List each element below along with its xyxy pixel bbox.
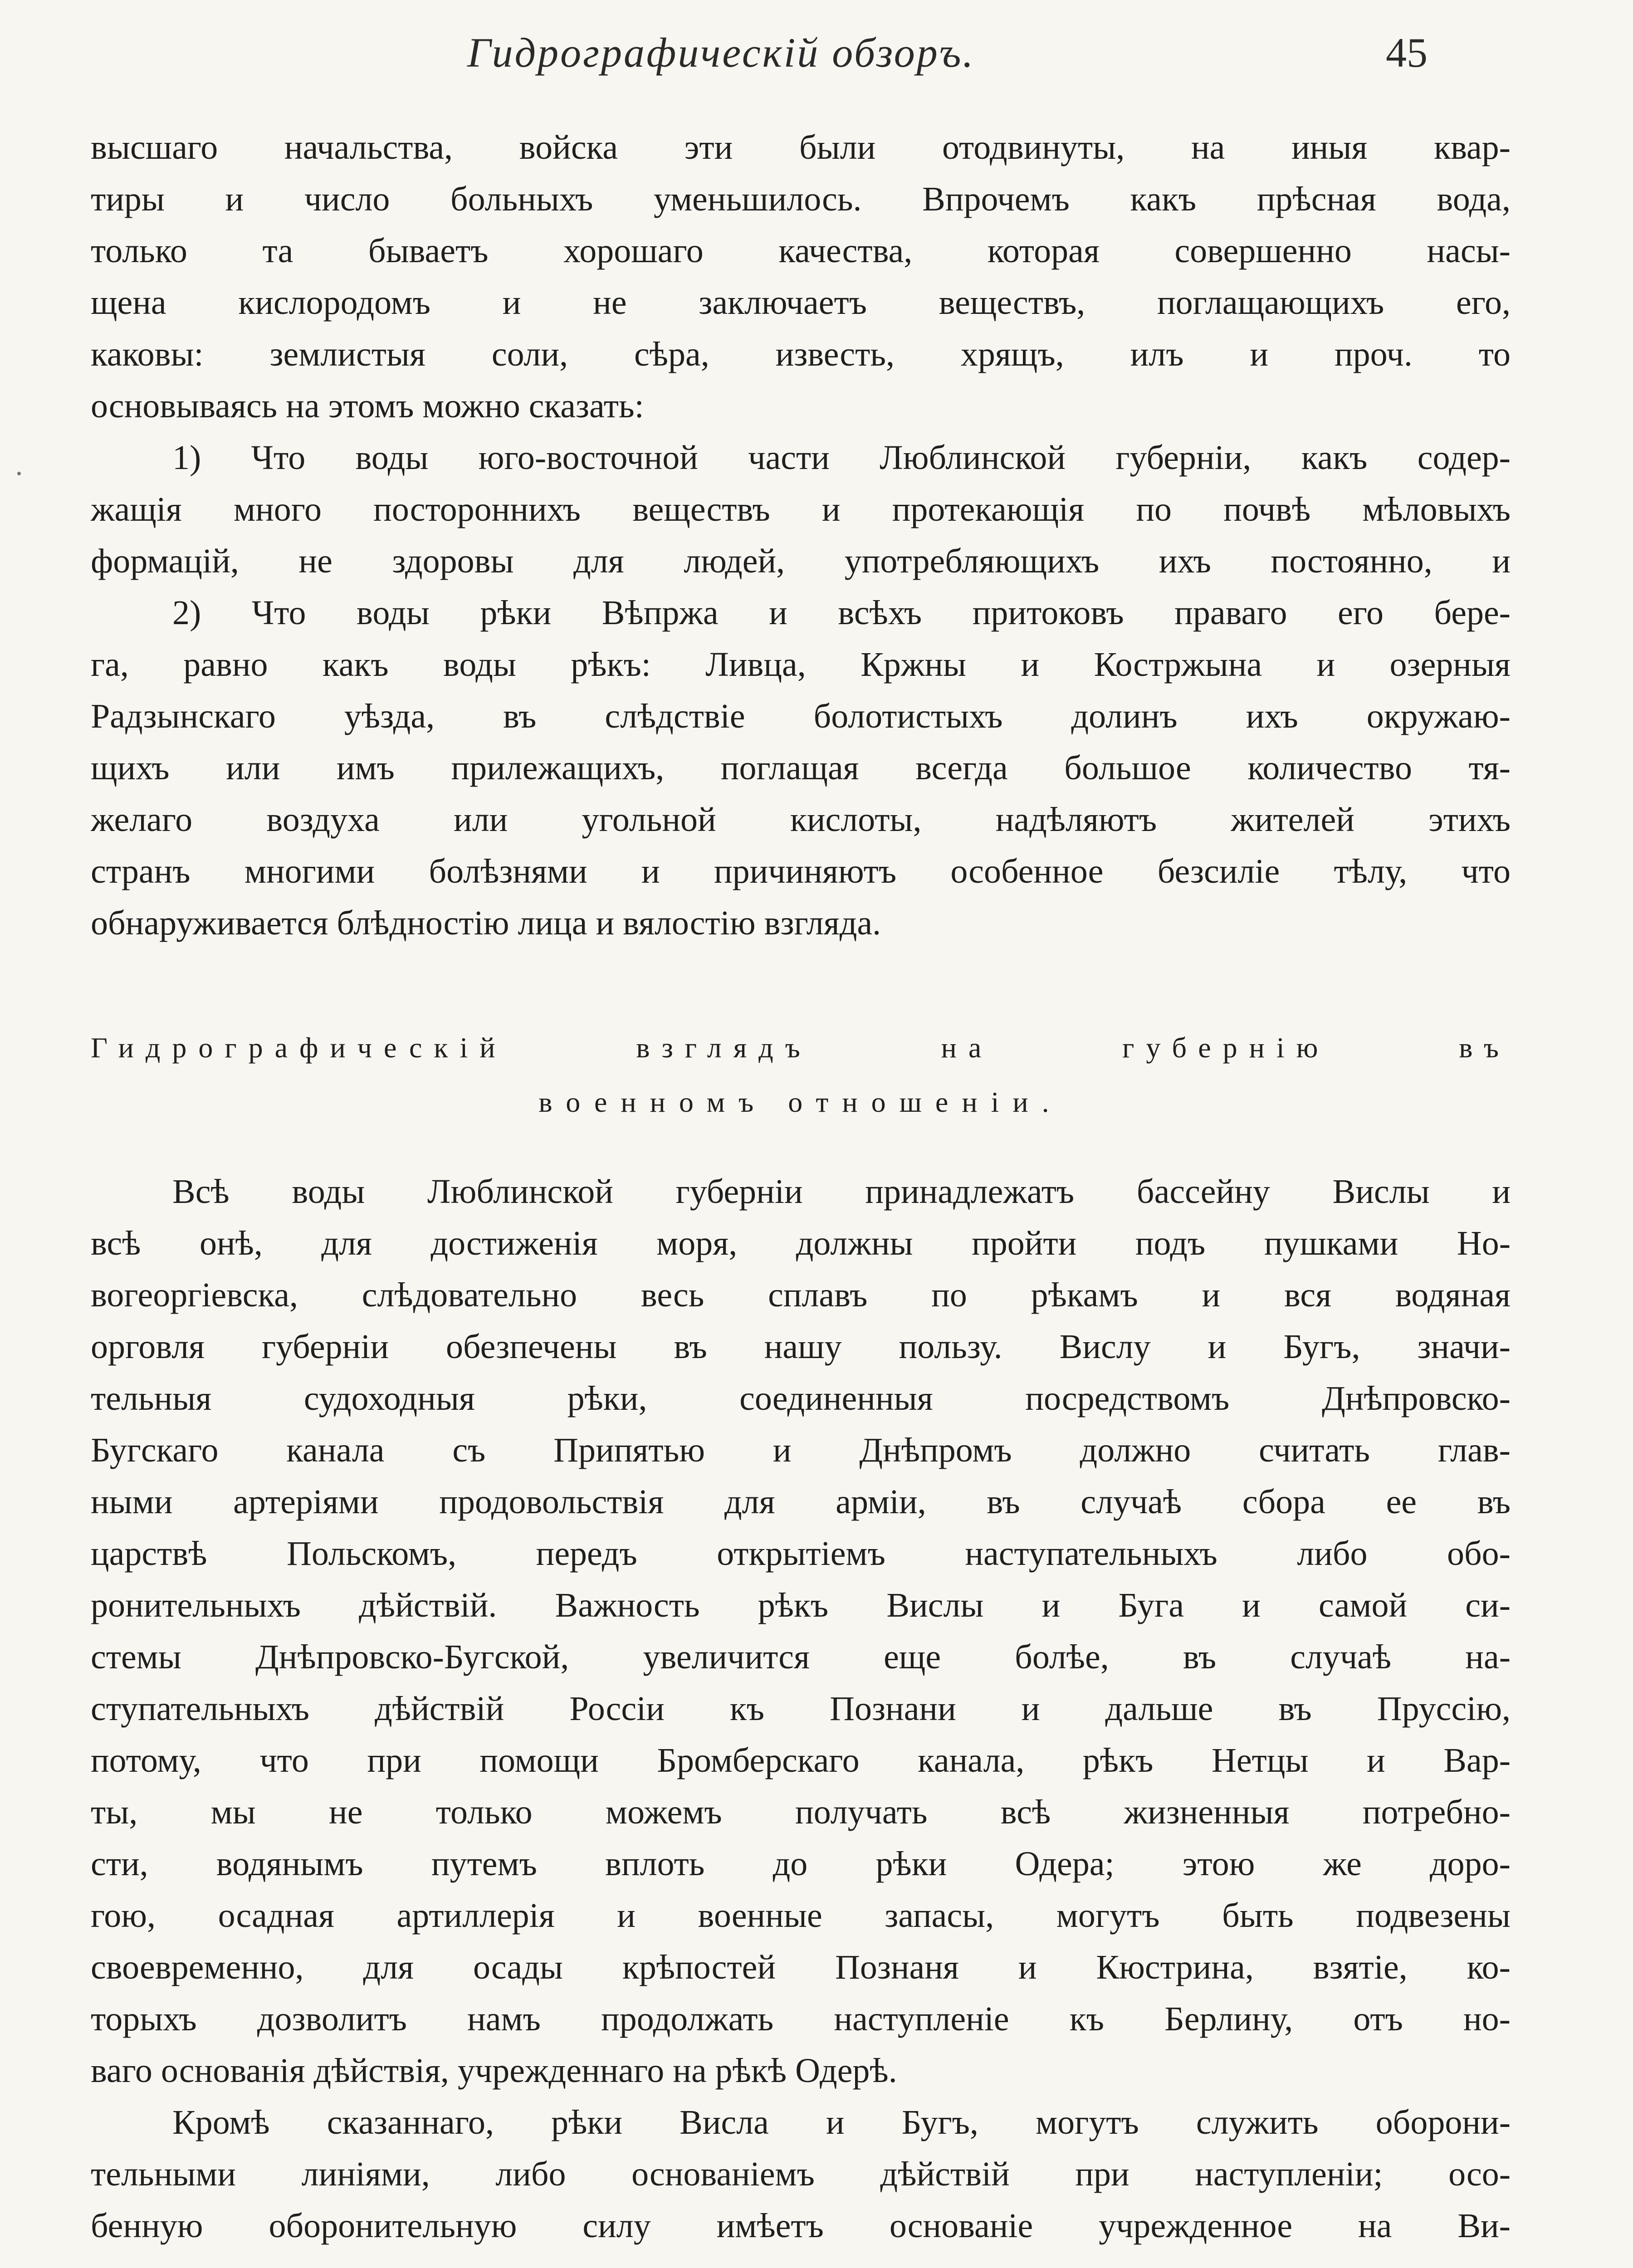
page-number: 45 xyxy=(1386,29,1428,76)
list-item-1-line: формацій, не здоровы для людей, употребляющихъ ихъ постоянно, и xyxy=(91,542,1511,580)
text-line: сти, водянымъ путемъ вплоть до рѣки Одера; этою же доро- xyxy=(91,1845,1511,1883)
text-line: своевременно, для осады крѣпостей Познаня и Кюстрина, взятіе, ко- xyxy=(91,1948,1511,1986)
text-line: каковы: землистыя соли, сѣра, известь, хрящъ, илъ и проч. то xyxy=(91,335,1511,373)
text-line: всѣ онѣ, для достиженія моря, должны пройти подъ пушками Но- xyxy=(91,1224,1511,1262)
text-line: торыхъ дозволитъ намъ продолжать наступленіе къ Берлину, отъ но- xyxy=(91,2000,1511,2038)
text-line: тельныя судоходныя рѣки, соединенныя посредствомъ Днѣпровско- xyxy=(91,1379,1511,1418)
margin-speck xyxy=(17,472,21,475)
text-line: только та бываетъ хорошаго качества, которая совершенно насы- xyxy=(91,232,1511,270)
text-line: потому, что при помощи Бромберскаго канала, рѣкъ Нетцы и Вар- xyxy=(91,1741,1511,1779)
text-line: орговля губерніи обезпечены въ нашу пользу. Вислу и Бугъ, значи- xyxy=(91,1328,1511,1366)
text-line: высшаго начальства, войска эти были отодвинуты, на иныя квар- xyxy=(91,128,1511,166)
running-title: Гидрографическій обзоръ. xyxy=(467,29,975,76)
list-item-1-line: жащія много постороннихъ веществъ и протекающія по почвѣ мѣловыхъ xyxy=(91,490,1511,528)
list-item-2-line: га, равно какъ воды рѣкъ: Ливца, Кржны и Костржына и озерныя xyxy=(91,645,1511,684)
text-line: Бугскаго канала съ Припятью и Днѣпромъ должно считать глав- xyxy=(91,1431,1511,1469)
text-line: бенную оборонительную силу имѣетъ основаніе учрежденное на Ви- xyxy=(91,2207,1511,2245)
list-item-2-line: Радзынскаго уѣзда, въ слѣдствіе болотистыхъ долинъ ихъ окружаю- xyxy=(91,697,1511,735)
list-item-2-line: обнаруживается блѣдностію лица и вялостію взгляда. xyxy=(91,904,881,942)
section-heading xyxy=(91,1021,1511,1129)
text-line: ными артеріями продовольствія для арміи, въ случаѣ сбора ее въ xyxy=(91,1483,1511,1521)
text-line: ваго основанія дѣйствія, учрежденнаго на рѣкѣ Одерѣ. xyxy=(91,2052,897,2090)
text-line: ты, мы не только можемъ получать всѣ жизненныя потребно- xyxy=(91,1793,1511,1831)
text-line: царствѣ Польскомъ, передъ открытіемъ наступательныхъ либо обо- xyxy=(91,1535,1511,1573)
text-line: тиры и число больныхъ уменьшилось. Впрочемъ какъ прѣсная вода, xyxy=(91,180,1511,218)
section-heading-line-2: военномъ отношеніи. xyxy=(538,1086,1063,1118)
list-item-2-line: желаго воздуха или угольной кислоты, надѣляютъ жителей этихъ xyxy=(91,801,1511,839)
list-item-1-line: 1) Что воды юго-восточной части Люблинской губерніи, какъ содер- xyxy=(172,439,1511,477)
text-line: стемы Днѣпровско-Бугской, увеличится еще болѣе, въ случаѣ на- xyxy=(91,1638,1511,1676)
paragraph-block-2 xyxy=(91,1166,1511,2252)
list-item-2-line: 2) Что воды рѣки Вѣпржа и всѣхъ притоковъ праваго его бере- xyxy=(172,594,1511,632)
text-line: тельными линіями, либо основаніемъ дѣйствій при наступленіи; осо- xyxy=(91,2155,1511,2193)
list-item-2-line: странъ многими болѣзнями и причиняютъ особенное безсиліе тѣлу, что xyxy=(91,852,1511,890)
text-line: ступательныхъ дѣйствій Россіи къ Познани и дальше въ Пруссію, xyxy=(91,1690,1511,1728)
list-item-2-line: щихъ или имъ прилежащихъ, поглащая всегда большое количество тя- xyxy=(91,749,1511,787)
text-line: ронительныхъ дѣйствій. Важность рѣкъ Вислы и Буга и самой си- xyxy=(91,1586,1511,1624)
text-line: Кромѣ сказаннаго, рѣки Висла и Бугъ, могутъ служить оборони- xyxy=(172,2103,1511,2141)
text-line: основываясь на этомъ можно сказать: xyxy=(91,387,644,425)
running-header xyxy=(0,25,1633,79)
text-line: Всѣ воды Люблинской губерніи принадлежатъ бассейну Вислы и xyxy=(172,1173,1511,1211)
text-line: вогеоргіевска, слѣдовательно весь сплавъ по рѣкамъ и вся водяная xyxy=(91,1276,1511,1314)
paragraph-block-1 xyxy=(91,122,1511,949)
text-line: щена кислородомъ и не заключаетъ веществъ, поглащающихъ его, xyxy=(91,284,1511,322)
section-heading-line-1: Гидрографическій взглядъ на губернію въ xyxy=(91,1031,1511,1064)
text-line: гою, осадная артиллерія и военные запасы, могутъ быть подвезены xyxy=(91,1897,1511,1935)
